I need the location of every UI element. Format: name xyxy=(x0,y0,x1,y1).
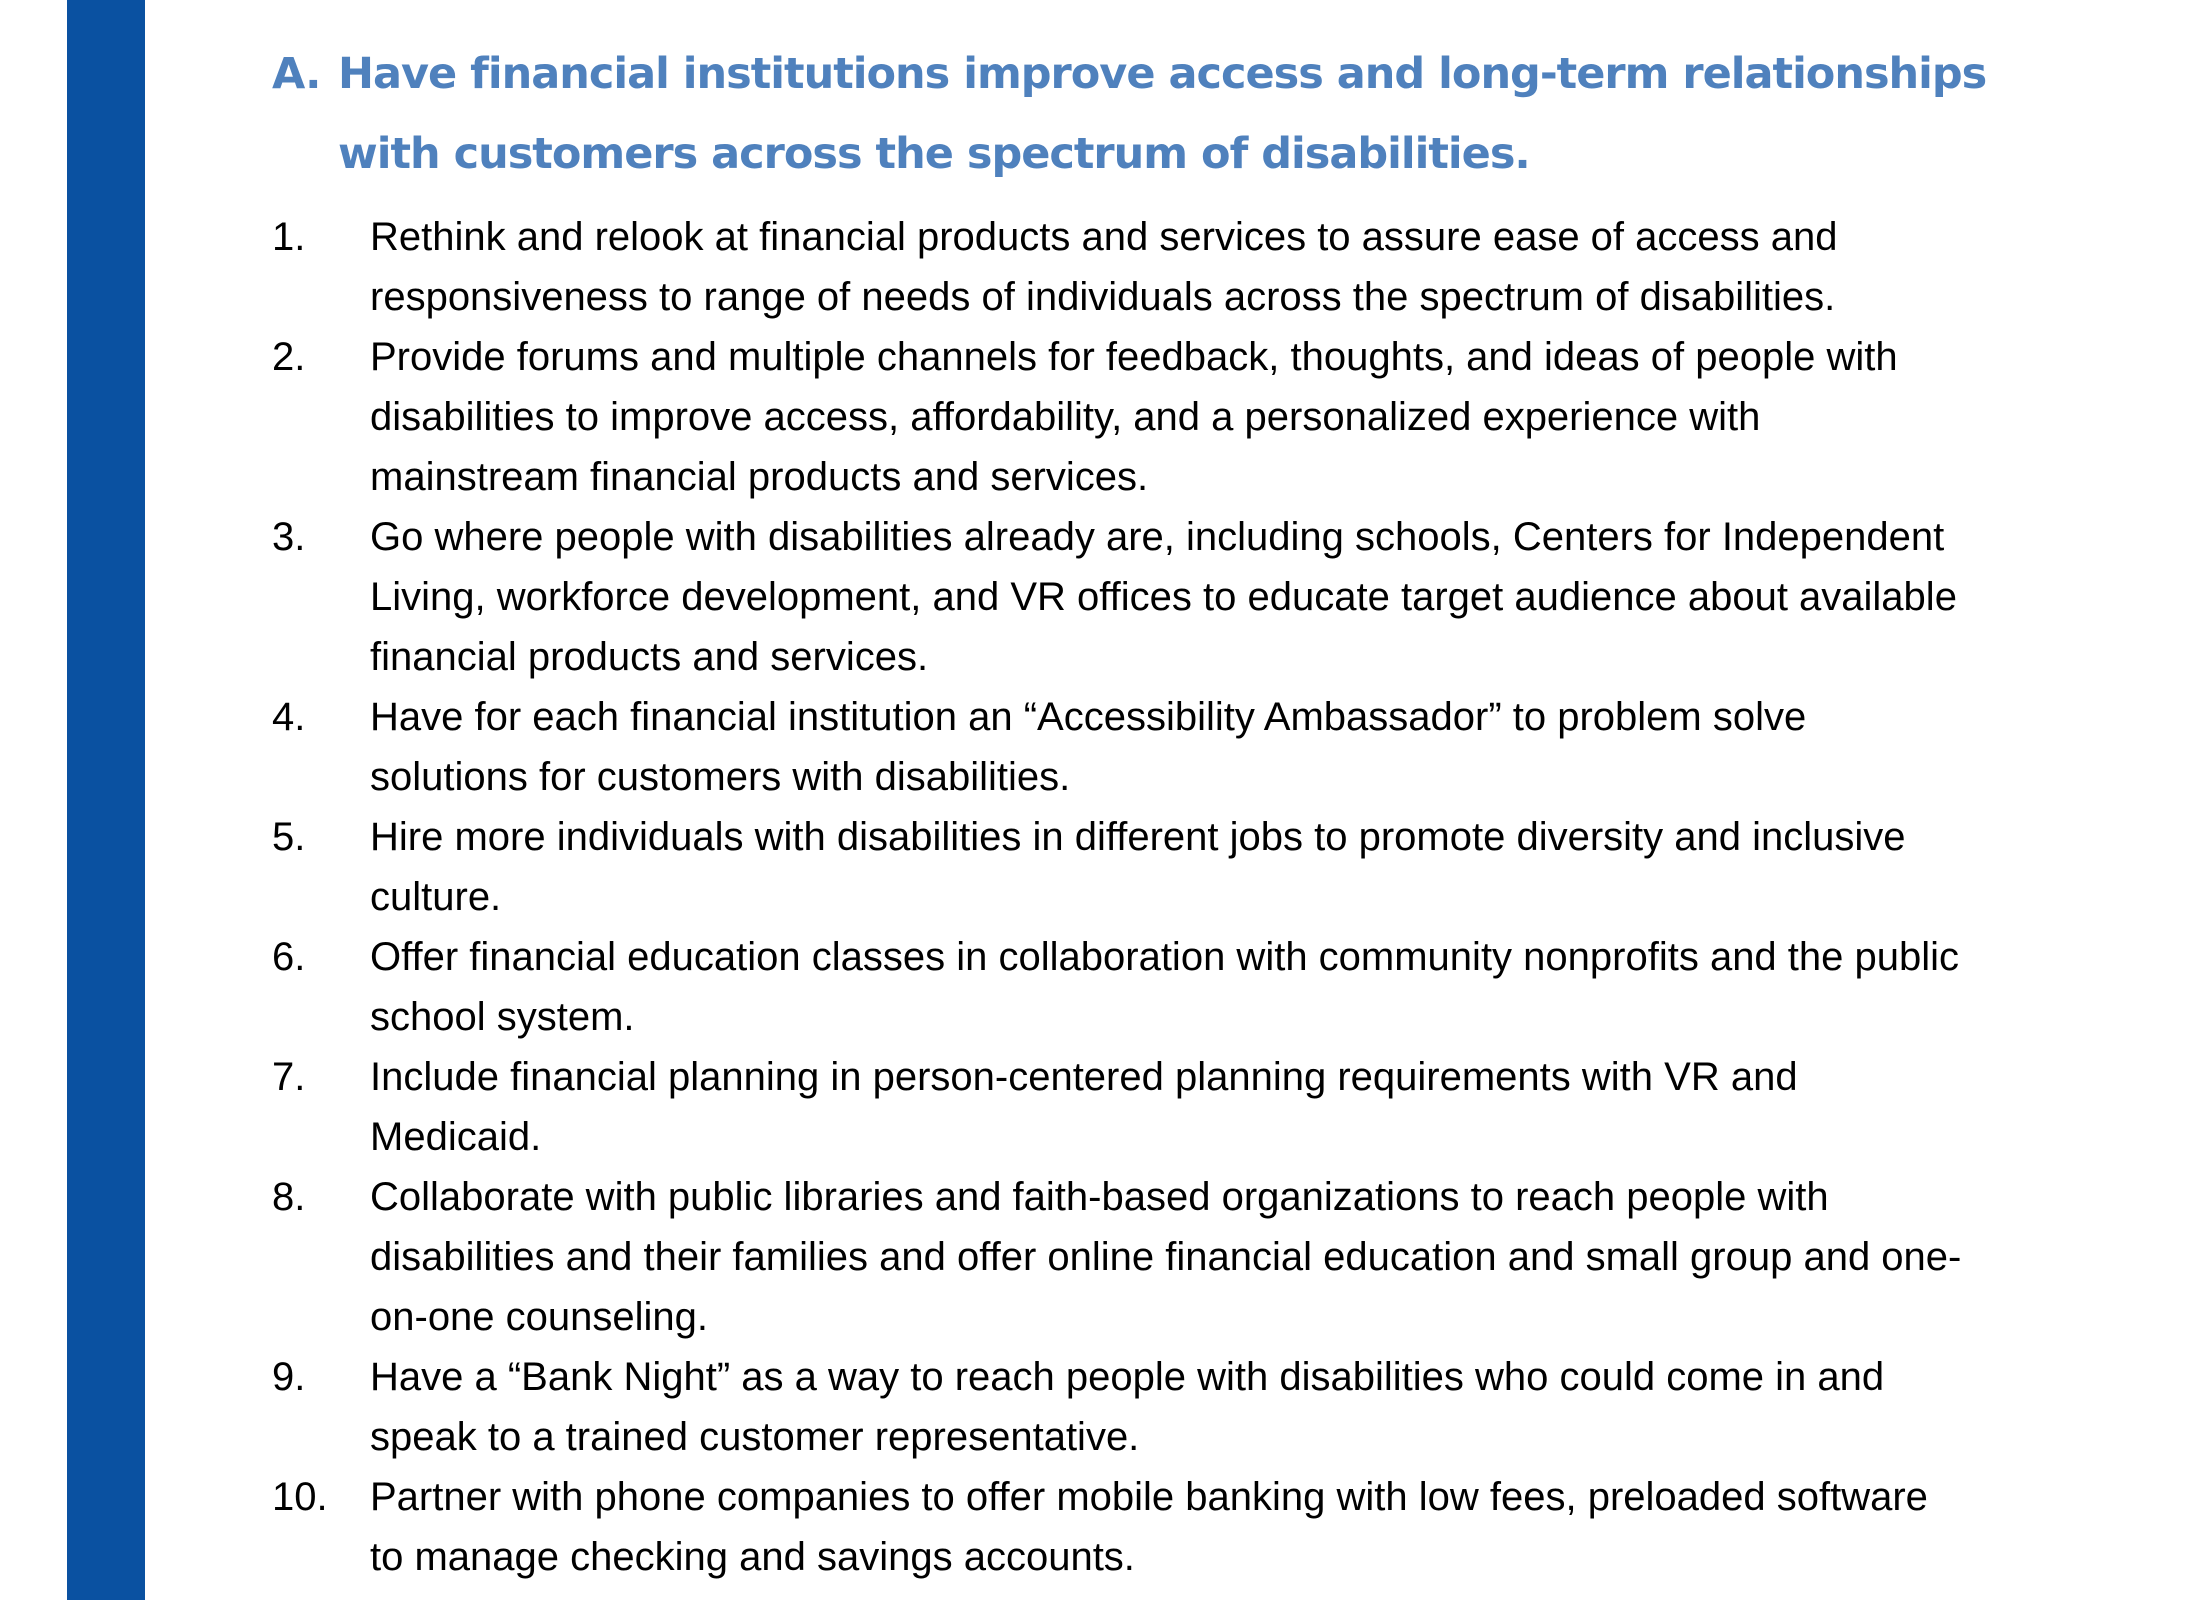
item-number: 3. xyxy=(272,515,306,559)
list-item xyxy=(272,927,2072,1047)
side-accent-bar xyxy=(67,0,145,1600)
list-item xyxy=(272,1467,2072,1587)
item-text: Provide forums and multiple channels for feedback, thoughts, and ideas of people with disabilities to improve access, affordability, and a personalized experience with mainstream financial products and services. xyxy=(370,335,1898,499)
list-item xyxy=(272,1167,2072,1347)
item-text: Offer financial education classes in collaboration with community nonprofits and the public school system. xyxy=(370,935,1960,1039)
item-number: 1. xyxy=(272,215,306,259)
item-number: 8. xyxy=(272,1175,306,1219)
document-content xyxy=(272,34,2072,1587)
item-text: Have a “Bank Night” as a way to reach people with disabilities who could come in and speak to a trained customer representative. xyxy=(370,1355,1885,1459)
item-number: 10. xyxy=(272,1475,328,1519)
item-text: Partner with phone companies to offer mobile banking with low fees, preloaded software to manage checking and savings accounts. xyxy=(370,1475,1928,1579)
list-item xyxy=(272,207,2072,327)
list-item xyxy=(272,1347,2072,1467)
item-number: 6. xyxy=(272,935,306,979)
list-item xyxy=(272,807,2072,927)
item-number: 5. xyxy=(272,815,306,859)
list-item xyxy=(272,327,2072,507)
item-number: 2. xyxy=(272,335,306,379)
list-item xyxy=(272,687,2072,807)
item-text: Collaborate with public libraries and faith-based organizations to reach people with disabilities and their families and offer online financial education and small group and one-on-one counseling. xyxy=(370,1175,1962,1339)
item-text: Go where people with disabilities already are, including schools, Centers for Independent Living, workforce development, and VR offices to educate target audience about available financial products and services. xyxy=(370,515,1957,679)
item-text: Rethink and relook at financial products and services to assure ease of access and responsiveness to range of needs of individuals across the spectrum of disabilities. xyxy=(370,215,1838,319)
list-item xyxy=(272,507,2072,687)
item-number: 7. xyxy=(272,1055,306,1099)
list-item xyxy=(272,1047,2072,1167)
item-text: Hire more individuals with disabilities in different jobs to promote diversity and inclusive culture. xyxy=(370,815,1906,919)
section-title: Have financial institutions improve access and long-term relationships with customers across the spectrum of disabilities. xyxy=(338,49,1987,179)
item-text: Have for each financial institution an “Accessibility Ambassador” to problem solve solutions for customers with disabilities. xyxy=(370,695,1807,799)
item-text: Include financial planning in person-centered planning requirements with VR and Medicaid. xyxy=(370,1055,1798,1159)
item-number: 4. xyxy=(272,695,306,739)
section-heading xyxy=(272,34,2072,194)
section-letter: A. xyxy=(272,49,321,99)
item-number: 9. xyxy=(272,1355,306,1399)
recommendation-list xyxy=(272,207,2072,1587)
